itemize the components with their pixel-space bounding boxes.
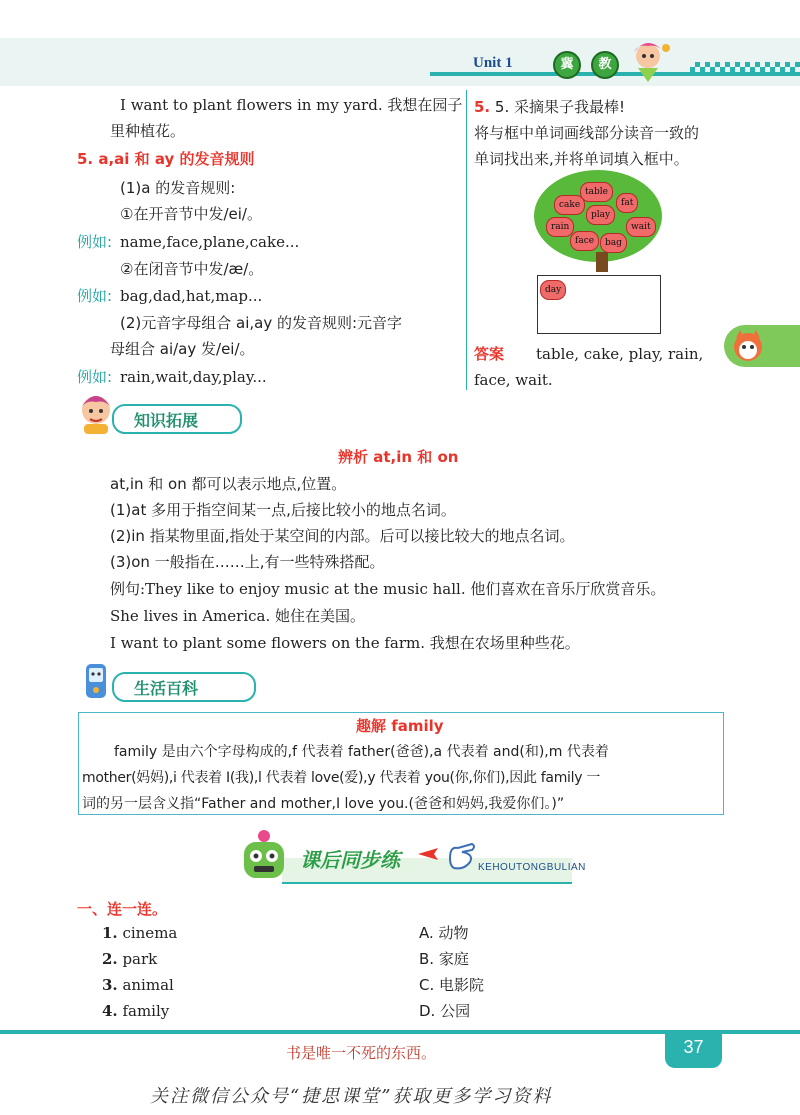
region-badge-jiao: 教	[591, 51, 619, 79]
page-number: 37	[683, 1037, 704, 1057]
exercise-title-text: 5. 采摘果子我最棒!	[494, 98, 626, 116]
rule-2a: (2)元音字母组合 ai,ay 的发音规则:元音字	[120, 314, 403, 332]
match-num-1: 1.	[102, 924, 118, 942]
knowledge-line-6: She lives in America. 她住在美国。	[110, 607, 366, 625]
footer-quote: 书是唯一不死的东西。	[286, 1044, 437, 1062]
answer-label: 答案	[474, 345, 505, 363]
match-option-d[interactable]: D. 公园	[419, 1002, 471, 1020]
match-num-4: 4.	[102, 1002, 118, 1020]
match-num-2: 2.	[102, 950, 118, 968]
header-band	[0, 38, 800, 86]
tree-trunk	[596, 252, 608, 272]
example-label-2: 例如:	[77, 287, 113, 305]
fairy-mascot-icon	[618, 38, 680, 84]
family-line-2: mother(妈妈),i 代表着 I(我),l 代表着 love(爱),y 代表着 you(你,你们),因此 family 一	[82, 770, 601, 786]
pronunciation-heading: 5. a,ai 和 ay 的发音规则	[77, 150, 255, 168]
apple-table: table	[580, 182, 613, 202]
family-line-1: family 是由六个字母构成的,f 代表着 father(爸爸),a 代表着 and(和),m 代表着	[114, 744, 609, 760]
match-word-3[interactable]	[102, 972, 174, 998]
match-word-2[interactable]	[102, 946, 157, 972]
knowledge-line-7: I want to plant some flowers on the farm. 我想在农场里种些花。	[110, 634, 580, 652]
column-divider	[466, 90, 467, 390]
match-option-a[interactable]: A. 动物	[419, 924, 469, 942]
exercise-number: 5.	[474, 98, 491, 116]
pointing-hand-icon	[444, 838, 478, 878]
exercise-instruction-1: 将与框中单词画线部分读音一致的	[474, 124, 700, 142]
monster-mascot-icon	[236, 828, 292, 886]
example-2: bag,dad,hat,map...	[120, 287, 263, 305]
knowledge-line-4: (3)on 一般指在……上,有一些特殊搭配。	[110, 553, 385, 571]
answer-line-2: face, wait.	[474, 371, 553, 389]
example-3: rain,wait,day,play...	[120, 368, 267, 386]
match-word-2-text: park	[122, 950, 158, 968]
practice-banner-text: 课后同步练	[300, 848, 400, 872]
watermark-text: 关注微信公众号“捷思课堂”获取更多学习资料	[150, 1086, 553, 1107]
left-text-line2: 里种植花。	[110, 122, 186, 140]
girl-mascot-icon	[76, 392, 116, 436]
life-banner-text: 生活百科	[134, 679, 199, 698]
region-badge-ji: 冀	[553, 51, 581, 79]
match-word-4[interactable]	[102, 998, 169, 1024]
phone-mascot-icon	[76, 660, 116, 702]
match-option-c[interactable]: C. 电影院	[419, 976, 485, 994]
practice-banner-en: KEHOUTONGBULIAN	[478, 862, 586, 873]
knowledge-title: 辨析 at,in 和 on	[338, 448, 459, 466]
match-word-4-text: family	[122, 1002, 170, 1020]
knowledge-line-5: 例句:They like to enjoy music at the music hall. 他们喜欢在音乐厅欣赏音乐。	[110, 580, 666, 598]
match-word-1-text: cinema	[122, 924, 178, 942]
knowledge-banner-text: 知识拓展	[134, 411, 199, 430]
knowledge-line-3: (2)in 指某物里面,指处于某空间的内部。后可以接比较大的地点名词。	[110, 527, 575, 545]
exercise-title	[474, 94, 625, 120]
match-num-3: 3.	[102, 976, 118, 994]
apple-bag: bag	[600, 233, 627, 253]
family-line-3: 词的另一层含义指“Father and mother,I love you.(爸爸和妈妈,我爱你们。)”	[82, 796, 565, 812]
example-1: name,face,plane,cake...	[120, 233, 300, 251]
knowledge-banner	[112, 404, 242, 434]
left-text-line1: I want to plant flowers in my yard. 我想在园子	[120, 96, 463, 114]
apple-fat: fat	[616, 193, 638, 213]
knowledge-line-2: (1)at 多用于指空间某一点,后接比较小的地点名词。	[110, 501, 456, 519]
rule-1a: ①在开音节中发/ei/。	[120, 205, 262, 223]
answer-line-1: table, cake, play, rain,	[536, 345, 704, 363]
rule-1b: ②在闭音节中发/æ/。	[120, 260, 264, 278]
apple-day: day	[540, 280, 566, 300]
rule-2b: 母组合 ai/ay 发/ei/。	[110, 340, 255, 358]
match-option-b[interactable]: B. 家庭	[419, 950, 469, 968]
apple-rain: rain	[546, 217, 574, 237]
life-banner	[112, 672, 256, 702]
apple-wait: wait	[626, 217, 656, 237]
exercise-instruction-2: 单词找出来,并将单词填入框中。	[474, 150, 689, 168]
fox-mascot-icon	[730, 328, 766, 364]
example-label-3: 例如:	[77, 368, 113, 386]
apple-cake: cake	[554, 195, 585, 215]
knowledge-line-1: at,in 和 on 都可以表示地点,位置。	[110, 475, 347, 493]
example-label-1: 例如:	[77, 233, 113, 251]
apple-face: face	[570, 231, 599, 251]
family-title: 趣解 family	[356, 717, 444, 735]
match-word-1[interactable]	[102, 920, 177, 946]
unit-label: Unit 1	[473, 55, 513, 71]
rule-1-title: (1)a 的发音规则:	[120, 179, 236, 197]
header-checker-pattern	[690, 62, 800, 76]
question-title: 一、连一连。	[77, 900, 168, 918]
match-word-3-text: animal	[122, 976, 174, 994]
apple-play: play	[586, 205, 615, 225]
